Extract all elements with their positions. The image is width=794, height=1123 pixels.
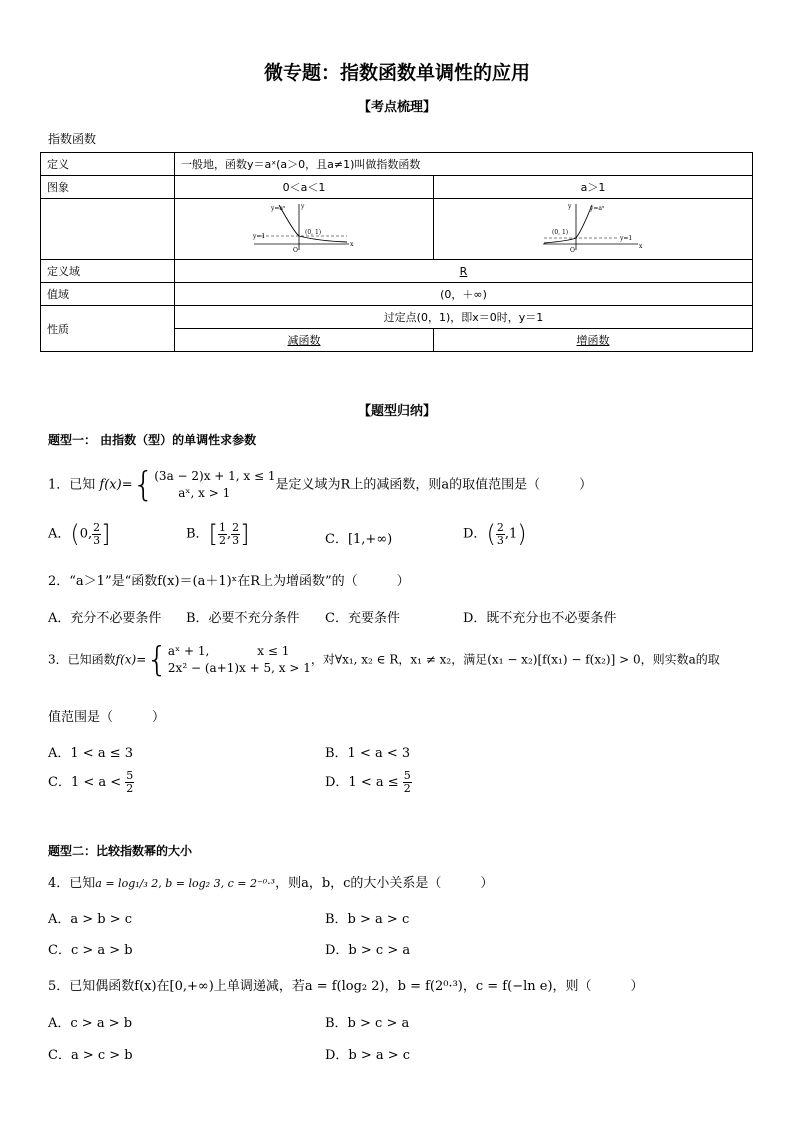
question-5: 5．已知偶函数f(x)在[0,+∞)上单调递减，若a = f(log₂ 2)，b = f(2⁰·³)，c = f(−ln e)，则（ ） (48, 979, 644, 994)
page-title: 微专题：指数函数单调性的应用 (263, 62, 530, 84)
q1-piecewise: (3a − 2)x + 1, x ≤ 1 aˣ, x > 1 (154, 469, 276, 500)
q2-option-b[interactable]: B．必要不充分条件 (186, 611, 300, 626)
q3-option-d[interactable]: D．1 < a ≤ $\frac{5}{2}$ (325, 769, 411, 795)
section-heading-summary: 【考点梳理】 (357, 100, 436, 115)
line-label: y=1 (620, 234, 633, 242)
definition-text: 一般地，函数y＝aˣ(a＞0，且a≠1)叫做指数函数 (175, 153, 753, 176)
type2-heading: 题型二：比较指数幂的大小 (48, 844, 193, 858)
q5-option-b[interactable]: B．b > c > a (325, 1016, 410, 1031)
curve-label: y=aˣ (271, 204, 286, 212)
row-label-range: 值域 (41, 283, 175, 306)
y-label: y (568, 202, 572, 210)
line-label: y=1 (253, 232, 266, 240)
graph-cell-decreasing (175, 199, 434, 260)
row-label-graph: 图象 (41, 176, 175, 199)
increasing-label: 增函数 (576, 334, 610, 347)
graph-cell-increasing (434, 199, 753, 260)
q4-option-d[interactable]: D．b > c > a (325, 943, 411, 958)
row-label-properties: 性质 (41, 306, 175, 352)
q3-option-b[interactable]: B．1 < a < 3 (325, 746, 411, 761)
exponential-function-table (40, 152, 753, 352)
q3-option-a[interactable]: A．1 < a ≤ 3 (48, 746, 133, 761)
question-3: 3．已知函数f(x)={ aˣ + 1, x ≤ 1 2x² − (a+1)x + 5, x > 1 ，对∀x₁, x₂ ∈ R，x₁ ≠ x₂，满足(x₁ − x₂)[f(x₁) − f(x₂)] > 0，则实数a的取 (48, 640, 720, 680)
point-label: (0, 1) (305, 228, 322, 236)
domain-value: R (459, 264, 468, 278)
q1-option-c[interactable]: C．[1,+∞) (325, 532, 393, 547)
curve (544, 202, 592, 243)
q1-option-b[interactable]: B．[ $\frac{1}{2}$ , $\frac{2}{3}$ ] (186, 520, 250, 548)
question-4: 4．已知a = log₁/₃ 2, b = log₂ 3, c = 2⁻⁰·³，则a，b，c的大小关系是（ ） (48, 876, 494, 891)
graph-decreasing (249, 200, 359, 256)
y-label: y (301, 202, 305, 210)
row-label-domain: 定义域 (41, 260, 175, 283)
q1-option-a[interactable]: A．(0, $\frac{2}{3}$ ] (48, 520, 111, 548)
x-label: x (639, 242, 643, 250)
q1-suffix: 是定义域为R上的减函数，则a的取值范围是（ ） (275, 477, 593, 493)
graph-increasing (538, 200, 648, 256)
x-label: x (350, 240, 354, 248)
question-1: 1．已知 f(x)={ (3a − 2)x + 1, x ≤ 1 aˣ, x > 1 是定义域为R上的减函数，则a的取值范围是（ ） (48, 465, 593, 505)
type1-heading: 题型一： 由指数（型）的单调性求参数 (48, 433, 257, 447)
row-label-definition: 定义 (41, 153, 175, 176)
q3-stem-continued: 值范围是（ ） (48, 710, 166, 725)
q1-prefix: 1．已知 (48, 477, 96, 493)
curve (279, 202, 347, 242)
origin-label: O (293, 246, 298, 254)
q5-option-a[interactable]: A．c > a > b (48, 1016, 133, 1031)
q2-option-d[interactable]: D．既不充分也不必要条件 (463, 611, 617, 626)
q1-option-d[interactable]: D．( $\frac{2}{3}$ ,1) (463, 520, 527, 548)
q1-function: f(x)= (99, 477, 133, 493)
q4-option-c[interactable]: C．c > a > b (48, 943, 133, 958)
point-label: (0, 1) (552, 228, 569, 236)
q4-option-a[interactable]: A．a > b > c (48, 912, 133, 927)
section-heading-types: 【题型归纳】 (357, 404, 436, 419)
q2-option-a[interactable]: A．充分不必要条件 (48, 611, 162, 626)
q5-option-c[interactable]: C．a > c > b (48, 1048, 133, 1063)
curve-label: y=aˣ (590, 204, 605, 212)
col-head-increasing: a＞1 (434, 176, 753, 199)
origin-label: O (570, 246, 575, 254)
table-caption: 指数函数 (48, 132, 97, 146)
range-value: (0，＋∞) (175, 283, 753, 306)
q4-option-b[interactable]: B．b > a > c (325, 912, 410, 927)
q2-option-c[interactable]: C．充要条件 (325, 611, 400, 626)
q3-option-c[interactable]: C．1 < a < $\frac{5}{2}$ (48, 769, 134, 795)
col-head-decreasing: 0＜a＜1 (175, 176, 434, 199)
decreasing-label: 减函数 (287, 334, 321, 347)
q5-option-d[interactable]: D．b > a > c (325, 1048, 411, 1063)
question-2: 2．“a＞1”是“函数f(x)＝(a＋1)ˣ在R上为增函数”的（ ） (48, 574, 410, 589)
fixed-point-text: 过定点(0，1)，即x＝0时，y＝1 (175, 306, 753, 329)
